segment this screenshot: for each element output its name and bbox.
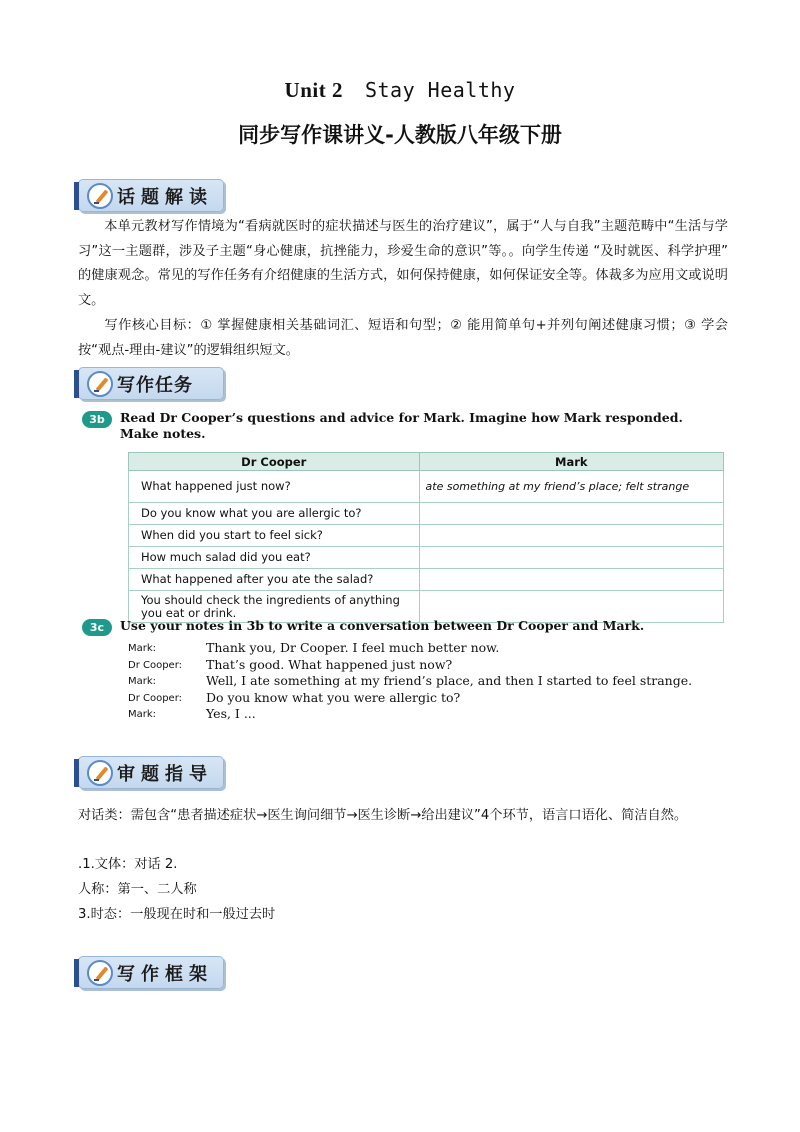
section-label: 话题解读 <box>117 186 213 208</box>
analysis-tense: 3.时态：一般现在时和一般过去时 <box>78 907 276 922</box>
sample-conversation <box>128 640 724 723</box>
answer-cell: ate something at my friend’s place; felt strange <box>419 471 723 503</box>
page-title <box>0 78 800 103</box>
speaker: Dr Cooper: <box>128 659 183 671</box>
table-row: What happened after you ate the salad? <box>129 569 724 591</box>
table-row: You should check the ingredients of anything you eat or drink. <box>129 591 724 623</box>
pencil-icon <box>87 760 113 786</box>
table-row: What happened just now? ate something at my friend’s place; felt strange <box>129 471 724 503</box>
answer-cell <box>419 503 723 525</box>
column-header-mark: Mark <box>419 453 723 471</box>
unit-name: Stay Healthy <box>364 78 516 102</box>
page-subtitle: 同步写作课讲义-人教版八年级下册 <box>238 123 562 147</box>
section-label: 写作框架 <box>117 963 213 985</box>
speaker: Mark: <box>128 709 157 720</box>
table-row: How much salad did you eat? <box>129 547 724 569</box>
pencil-icon <box>87 960 113 986</box>
pencil-icon <box>87 371 113 397</box>
topic-paragraph: 本单元教材写作情境为“看病就医时的症状描述与医生的治疗建议”，属于“人与自我”主题范畴中“生活与学习”这一主题群，涉及子主题“身心健康，抗挫能力，珍爱生命的意识”等。。向学生传递 “及时就医、科学护理” 的健康观念。常见的写作任务有介绍健康的生活方式，如何保持健康，如何保证安全等。体裁多为应用文或说明文。 <box>78 219 728 308</box>
table-row: Do you know what you are allergic to? <box>129 503 724 525</box>
analysis-dialogue-type: 对话类：需包含“患者描述症状→医生询问细节→医生诊断→给出建议”4个环节，语言口语化、简洁自然。 <box>78 808 688 823</box>
exercise-badge: 3b <box>82 411 112 428</box>
speaker: Mark: <box>128 643 157 654</box>
objective-paragraph: 写作核心目标：① 掌握健康相关基础词汇、短语和句型；② 能用简单句+并列句阐述健康习惯；③ 学会按“观点-理由-建议”的逻辑组织短文。 <box>78 318 728 358</box>
dialog-line: Dr Cooper: That’s good. What happened just now? <box>128 656 453 672</box>
speaker: Mark: <box>128 676 157 687</box>
analysis-genre: .1.文体：对话 2. <box>78 857 178 872</box>
speaker: Dr Cooper: <box>128 692 183 704</box>
column-header-doctor: Dr Cooper <box>129 453 420 471</box>
unit-number: Unit 2 <box>284 78 343 102</box>
analysis-person: 人称：第一、二人称 <box>78 882 197 897</box>
notes-table <box>128 452 724 623</box>
section-header-topic <box>78 179 224 212</box>
textbook-excerpt <box>82 410 724 735</box>
dialog-line: Mark: Thank you, Dr Cooper. I feel much better now. <box>128 640 500 655</box>
section-header-task <box>78 367 224 400</box>
table-row: When did you start to feel sick? <box>129 525 724 547</box>
section-label: 写作任务 <box>117 374 193 396</box>
answer-cell <box>419 569 723 591</box>
exercise-3c-instruction: 3c Use your notes in 3b to write a conversation between Dr Cooper and Mark. <box>82 618 644 636</box>
pencil-icon <box>87 183 113 209</box>
dialog-line: Dr Cooper: Do you know what you were allergic to? <box>128 689 461 705</box>
exercise-3b-instruction: 3b Read Dr Cooper’s questions and advice for Mark. Imagine how Mark responded. Make notes. <box>82 410 724 442</box>
section-header-framework <box>78 956 224 989</box>
answer-cell <box>419 525 723 547</box>
dialog-line: Mark: Yes, I ... <box>128 706 256 721</box>
exercise-badge: 3c <box>82 619 112 636</box>
section-label: 审题指导 <box>117 763 213 785</box>
answer-cell <box>419 547 723 569</box>
section-header-analysis <box>78 756 224 789</box>
dialog-line: Mark: Well, I ate something at my friend’s place, and then I started to feel strange. <box>128 673 693 688</box>
